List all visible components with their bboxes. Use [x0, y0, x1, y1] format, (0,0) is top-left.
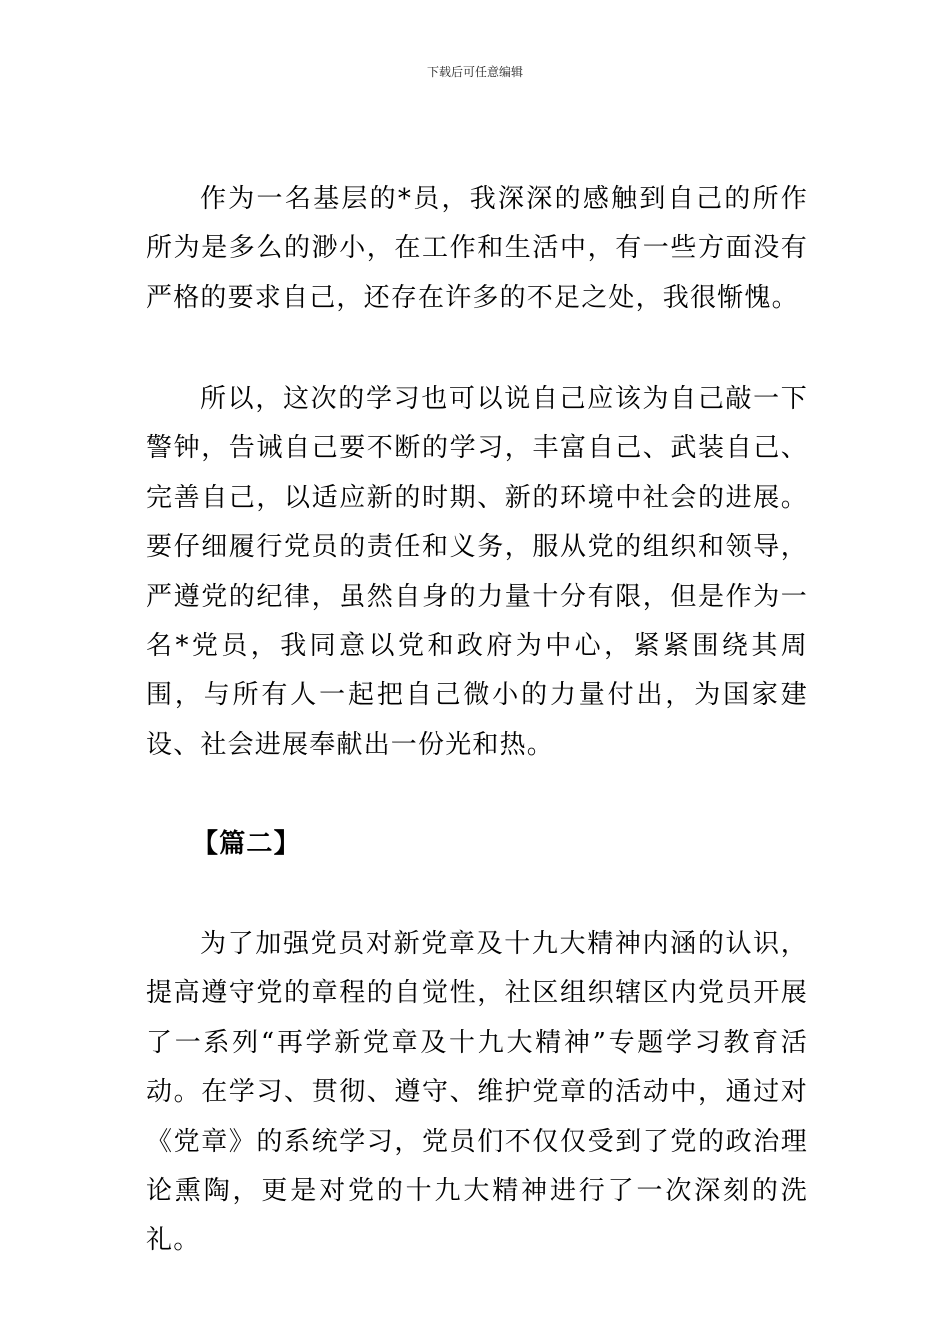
paragraph-text: 作为一名基层的*员，我深深的感触到自己的所作所为是多么的渺小，在工作和生活中，有一些方面没有严格的要求自己，还存在许多的不足之处，我很惭愧。	[146, 184, 808, 313]
paragraph-text: 为了加强党员对新党章及十九大精神内涵的认识，提高遵守党的章程的自觉性，社区组织辖区内党员开展了一系列“再学新党章及十九大精神”专题学习教育活动。在学习、贯彻、遵守、维护党章的活动中，通过对《党章》的系统学习，党员们不仅仅受到了党的政治理论熏陶，更是对党的十九大精神进行了一次深刻的洗礼。	[146, 929, 808, 1256]
section-heading-text: 【篇二】	[192, 829, 301, 859]
document-paragraph-1	[146, 175, 808, 323]
section-heading	[146, 820, 808, 869]
document-paragraph-3	[146, 920, 808, 1266]
paragraph-text: 所以，这次的学习也可以说自己应该为自己敲一下警钟，告诫自己要不断的学习，丰富自己、武装自己、完善自己，以适应新的时期、新的环境中社会的进展。要仔细履行党员的责任和义务，服从党的组织和领导，严遵党的纪律，虽然自身的力量十分有限，但是作为一名*党员，我同意以党和政府为中心，紧紧围绕其周围，与所有人一起把自己微小的力量付出，为国家建设、社会进展奉献出一份光和热。	[146, 384, 808, 760]
document-paragraph-2	[146, 375, 808, 770]
page-header-note: 下载后可任意编辑	[426, 65, 523, 79]
